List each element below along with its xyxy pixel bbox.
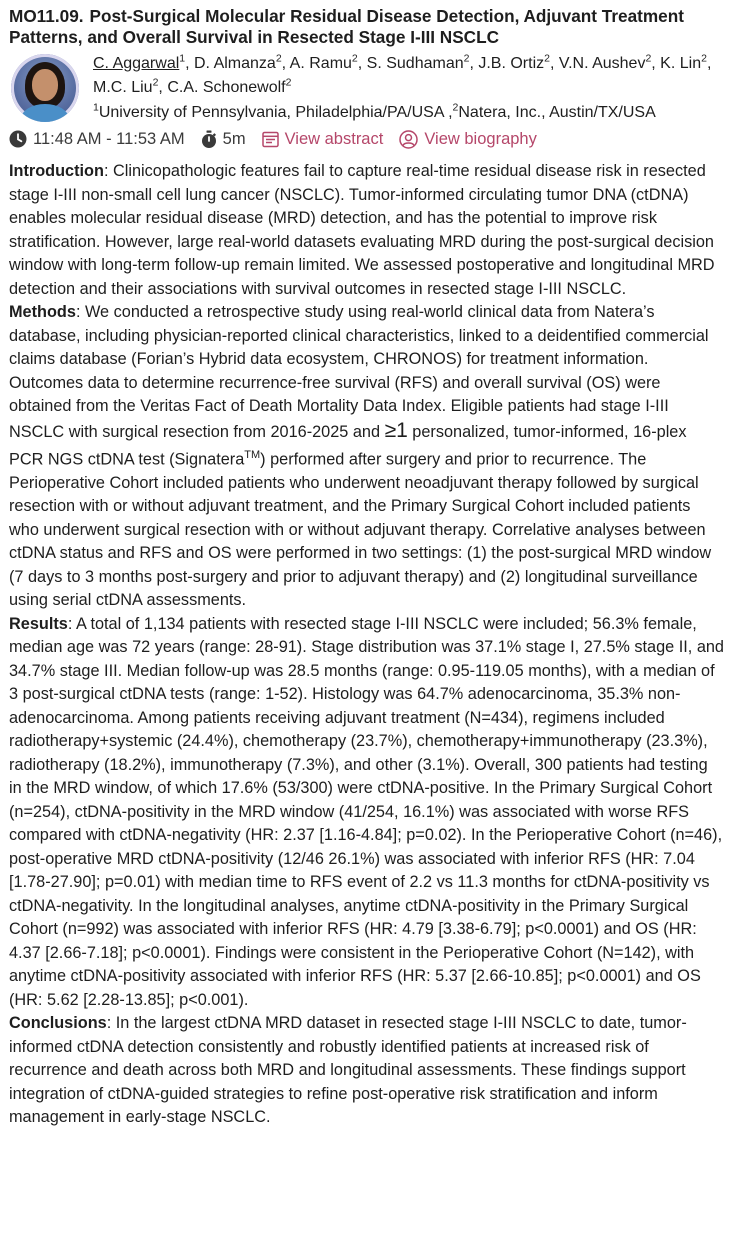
author-affiliation-marker: 2	[275, 52, 282, 65]
author-separator: ,	[185, 55, 194, 72]
author-info	[93, 52, 724, 124]
affiliation-2-marker: 2	[452, 101, 459, 114]
introduction-heading: Introduction	[9, 162, 104, 180]
session-duration	[201, 128, 246, 150]
author-name: K. Lin	[660, 55, 702, 72]
author-affiliation-marker: 2	[285, 76, 292, 89]
affiliation-2: Natera, Inc., Austin/TX/USA	[458, 104, 656, 121]
presenter-avatar[interactable]	[11, 54, 79, 122]
view-biography-link[interactable]	[399, 128, 537, 150]
author-affiliation-marker: 2	[645, 52, 652, 65]
view-abstract-link[interactable]	[262, 128, 384, 150]
conclusions-text: : In the largest ctDNA MRD dataset in resected stage I-III NSCLC to date, tumor-informed ctDNA detection consistently and robustly identified patients at increased risk of recurrence and death across both MRD and longitudinal assessments. These findings support integration of ctDNA-guided strategies to refine post-operative risk stratification and inform management in early-stage NSCLC.	[9, 1014, 687, 1127]
clock-icon	[9, 130, 27, 148]
session-time	[9, 128, 185, 150]
conclusions-section	[9, 1012, 724, 1130]
affiliations	[93, 102, 724, 124]
author-name: V.N. Aushev	[558, 55, 646, 72]
author-name: C. Aggarwal	[93, 55, 180, 72]
methods-text-part-1: : We conducted a retrospective study using real-world clinical data from Natera’s database, including physician-reported clinical characteristics, linked to a deidentified commercial claims database (Forian’s Hybrid data ecosystem, CHRONOS) for treatment information. Outcomes data to determine recurrence-free survival (RFS) and overall survival (OS) were obtained from the Veritas Fact of Death Mortality Data Index. Eligible patients had stage I-III NSCLC with surgical resection from 2016-2025 and	[9, 303, 709, 441]
abstract-code: MO11.09.	[9, 6, 84, 26]
abstract-title-text: Post-Surgical Molecular Residual Disease Detection, Adjuvant Treatment Patterns, and Overall Survival in Resected Stage I-III NSCLC	[9, 6, 684, 47]
session-duration-text: 5m	[222, 130, 246, 148]
results-text: : A total of 1,134 patients with resected stage I-III NSCLC were included; 56.3% female, median age was 72 years (range: 28-91). Stage distribution was 37.1% stage I, 27.5% stage II, and 34.7% stage III. Median follow-up was 28.5 months (range: 0.95-119.05 months), with a median of 3 post-surgical ctDNA tests (range: 1-52). Histology was 64.7% adenocarcinoma, 35.3% non-adenocarcinoma. Among patients receiving adjuvant treatment (N=434), regimens included radiotherapy+systemic (24.4%), chemotherapy (23.7%), chemotherapy+immunotherapy (23.3%), radiotherapy (18.2%), immunotherapy (7.3%), and other (3.1%). Overall, 300 patients had testing in the MRD window, of which 17.6% (53/300) were ctDNA-positive. In the Primary Surgical Cohort (n=254), ctDNA-positivity in the MRD window (41/254, 16.1%) was associated with worse RFS compared with ctDNA-negativity (HR: 2.37 [1.16-4.84]; p=0.02). In the Perioperative Cohort (n=46), post-operative MRD ctDNA-positivity (12/46 26.1%) was associated with inferior RFS (HR: 7.04 [1.78-27.90]; p=0.01) with median time to RFS event of 2.2 vs 11.3 months for ctDNA-positivity vs ctDNA-negativity. In the longitudinal analyses, anytime ctDNA-positivity in the Primary Surgical Cohort (n=992) was associated with inferior RFS (HR: 4.79 [3.38-6.79]; p<0.0001) and OS (HR: 4.37 [2.66-7.18]; p<0.0001). Findings were consistent in the Perioperative Cohort (N=142), with anytime ctDNA-positivity associated with inferior RFS (HR: 5.37 [2.66-10.85]; p<0.0001) and OS (HR: 5.62 [2.28-13.85]; p<0.001).	[9, 614, 724, 1009]
author-affiliation-marker: 2	[463, 52, 470, 65]
author-block	[9, 52, 724, 124]
author-separator: ,	[706, 55, 712, 72]
view-biography-label[interactable]: View biography	[424, 130, 537, 148]
document-icon	[262, 131, 279, 148]
session-meta	[9, 128, 724, 150]
author-name: C.A. Schonewolf	[167, 79, 286, 96]
author-affiliation-marker: 2	[544, 52, 550, 65]
author-name: J.B. Ortiz	[478, 55, 545, 72]
methods-ge-symbol: ≥1	[384, 418, 408, 442]
methods-text-part-3: ) performed after surgery and prior to recurrence. The Perioperative Cohort included patients who underwent neoadjuvant therapy followed by surgical resection with or without adjuvant treatment, and the Primary Surgical Cohort included patients who underwent surgical resection with or without adjuvant therapy. Correlative analyses between ctDNA status and RFS and OS were performed in two settings: (1) the post-surgical MRD window (7 days to 3 months post-surgery and prior to adjuvant therapy) and (2) longitudinal surveillance using serial ctDNA assessments.	[9, 450, 712, 610]
user-circle-icon	[399, 130, 418, 149]
introduction-text: : Clinicopathologic features fail to capture real-time residual disease risk in resected stage I-III non-small cell lung cancer (NSCLC). Tumor-informed circulating tumor DNA (ctDNA) enables molecular residual disease (MRD) detection, and has the potential to improve risk stratification. However, large real-world datasets evaluating MRD during the post-surgical decision window with long-term follow-up remain limited. We assessed postoperative and longitudinal MRD detection and their associations with survival outcomes in resected stage I-III NSCLC.	[9, 162, 715, 298]
abstract-body	[9, 160, 724, 1130]
methods-heading: Methods	[9, 303, 76, 321]
author-affiliation-marker: 2	[701, 52, 707, 65]
author-name: S. Sudhaman	[366, 55, 464, 72]
author-name: D. Almanza	[194, 55, 276, 72]
author-separator: ,	[651, 55, 661, 72]
affiliation-1: University of Pennsylvania, Philadelphia/PA/USA ,	[98, 104, 453, 121]
results-heading: Results	[9, 614, 68, 633]
author-name: M.C. Liu	[93, 79, 153, 96]
methods-section	[9, 301, 724, 613]
abstract-title	[9, 6, 724, 48]
affiliation-1-marker: 1	[93, 101, 99, 114]
conclusions-heading: Conclusions	[9, 1014, 107, 1033]
author-affiliation-marker: 2	[152, 76, 159, 89]
author-separator: ,	[549, 55, 559, 72]
author-separator: ,	[357, 55, 367, 72]
session-time-text: 11:48 AM - 11:53 AM	[33, 130, 185, 148]
author-separator: ,	[469, 55, 479, 72]
author-name: A. Ramu	[289, 55, 352, 72]
view-abstract-label[interactable]: View abstract	[284, 130, 384, 148]
author-list	[93, 52, 724, 100]
author-separator: ,	[158, 79, 168, 96]
trademark-marker: TM	[244, 449, 261, 461]
results-section	[9, 613, 724, 1013]
author-affiliation-marker: 2	[351, 52, 358, 65]
author-separator: ,	[281, 55, 290, 72]
introduction-section	[9, 160, 724, 301]
author-affiliation-marker: 1	[179, 52, 186, 65]
methods-text-part-2: personalized, tumor-informed, 16-plex PCR NGS ctDNA test (Signatera	[9, 422, 687, 469]
stopwatch-icon	[201, 130, 217, 149]
